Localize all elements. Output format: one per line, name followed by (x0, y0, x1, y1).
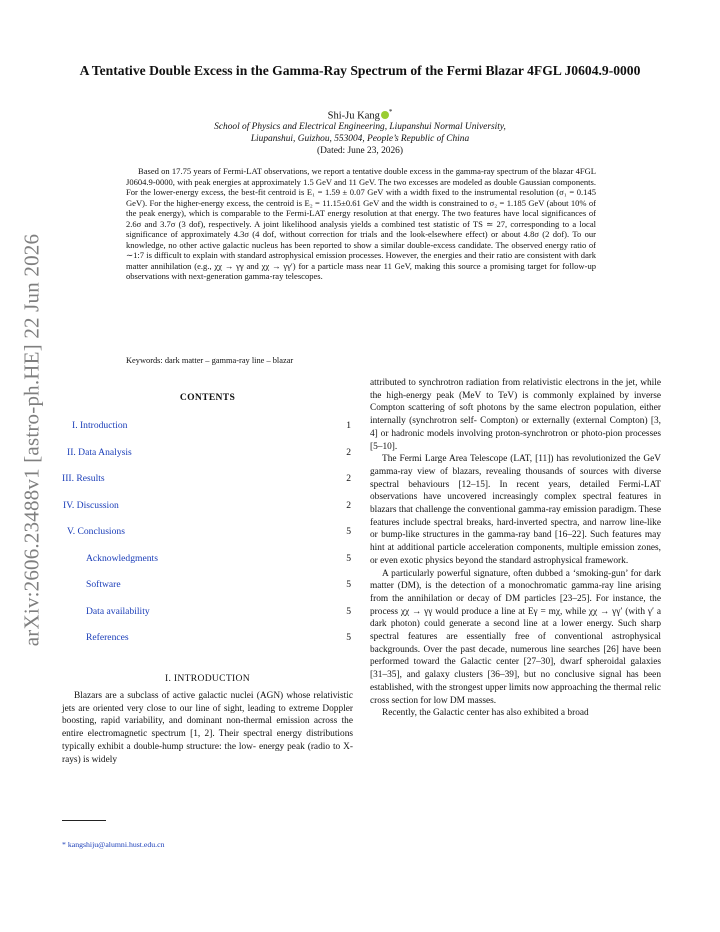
paragraph-galactic-center: Recently, the Galactic center has also exhibited a broad (382, 708, 589, 719)
toc-page-number: 5 (346, 552, 351, 564)
toc-page-number: 5 (346, 605, 351, 617)
toc-link-conclusions[interactable]: V. Conclusions (67, 526, 125, 537)
toc-link-introduction[interactable]: I. Introduction (72, 420, 128, 431)
toc-page-number: 5 (346, 579, 351, 590)
introduction-paragraph: Blazars are a subclass of active galactic nuclei (AGN) whose relativistic jets are oriented very close to our line of sight, leading to extreme Doppler boosting, rapid variability, and dominant non-thermal emission across the entire electromagnetic spectrum [1, 2]. Their spectral energy distributions typically exhibit a double-hump structure: the low- energy peak (radio to X-rays) is widely (62, 691, 353, 765)
toc-link-discussion[interactable]: IV. Discussion (63, 499, 119, 511)
affiliation-line-1: School of Physics and Electrical Engineering, Liupanshui Normal University, (214, 122, 506, 132)
affiliation (70, 122, 650, 145)
author-mark: * (388, 108, 393, 116)
right-column (370, 377, 661, 720)
paper-title: A Tentative Double Excess in the Gamma-Ray Spectrum of the Fermi Blazar 4FGL J0604.9-0000 (79, 63, 641, 78)
footnote-email-link[interactable]: * kangshiju@alumni.hust.edu.cn (62, 840, 165, 849)
toc-page-number: 2 (346, 473, 351, 484)
toc-page-number: 2 (346, 499, 351, 511)
toc-link-acknowledgments[interactable]: Acknowledgments (86, 552, 158, 564)
toc-item[interactable] (62, 447, 353, 474)
toc-item[interactable] (62, 579, 353, 606)
paragraph-dark-matter: A particularly powerful signature, often dubbed a ‘smoking-gun’ for dark matter (DM), is the detection of a monochromatic gamma-ray line arising from the annihilation or decay of DM particles [23–25]. For instance, the process χχ → γγ would produce a line at Eγ = mχ, while χχ → γγ′ (with γ′ a dark photon) could generate a second line at a lower energy. Such sharp spectral features are essentially free of conventional astrophysical backgrounds. Over the past decade, numerous line searches [26] have been performed toward the Galactic center [27–30], dwarf spheroidal galaxies [31–35], and galaxy clusters [36–39], but no conclusive signal has been established, with the strongest upper limits now approaching the thermal relic cross section for low DM masses. (370, 568, 661, 706)
toc-item[interactable] (62, 500, 353, 527)
table-of-contents (62, 420, 353, 659)
orcid-icon[interactable] (381, 111, 389, 119)
date-line: (Dated: June 23, 2026) (317, 146, 403, 156)
arxiv-identifier-text: arXiv:2606.23488v1 [astro-ph.HE] 22 Jun 2026 (19, 233, 44, 647)
toc-item[interactable] (62, 526, 353, 553)
author-name: Shi-Ju Kang (327, 110, 380, 122)
paragraph-continued: attributed to synchrotron radiation from relativistic electrons in the jet, while the high-energy peak (MeV to TeV) is commonly explained by inverse Compton scattering of soft photons by the same electron population, either internally (synchrotron self- Compton) or externally (external Compton) [3, 4] or hadronic models involving proton-synchrotron or photo-pion processes [5–10]. (370, 378, 661, 452)
author-line (70, 108, 650, 122)
introduction-text (62, 690, 353, 766)
toc-page-number: 1 (346, 420, 351, 431)
toc-item[interactable] (62, 473, 353, 500)
abstract (126, 166, 596, 282)
contents-heading: CONTENTS (179, 392, 236, 403)
toc-page-number: 2 (346, 446, 351, 458)
paragraph-fermi-lat: The Fermi Large Area Telescope (LAT, [11]) has revolutionized the GeV gamma-ray view of blazars, revealing thousands of sources with diverse spectral behaviours [12–15]. In recent years, detailed Fermi-LAT observations have uncovered increasingly complex spectral features in blazars that challenge the conventional gamma-ray emission paradigm. These features include spectral breaks, hard-inverted spectra, and narrow line-like or bump-like structures in the gamma-ray band [16–22]. Such features may hint at additional particle acceleration components, multiple emission zones, or even exotic physics beyond the standard astrophysical framework. (370, 454, 661, 566)
toc-link-data-analysis[interactable]: II. Data Analysis (67, 446, 132, 458)
toc-page-number: 5 (346, 526, 351, 537)
footnote-rule (62, 820, 106, 821)
arxiv-identifier[interactable] (18, 160, 46, 720)
toc-link-data-availability[interactable]: Data availability (86, 605, 150, 617)
toc-link-results[interactable]: III. Results (62, 473, 105, 484)
toc-link-references[interactable]: References (86, 632, 129, 643)
keywords: Keywords: dark matter – gamma-ray line – blazar (126, 356, 294, 365)
toc-link-software[interactable]: Software (86, 579, 121, 590)
toc-page-number: 5 (346, 632, 351, 643)
toc-item[interactable] (62, 632, 353, 659)
toc-item[interactable] (62, 606, 353, 633)
toc-item[interactable] (62, 553, 353, 580)
affiliation-line-2: Liupanshui, Guizhou, 553004, People’s Republic of China (250, 133, 470, 144)
abstract-text: Based on 17.75 years of Fermi-LAT observations, we report a tentative double excess in the gamma-ray spectrum of the blazar 4FGL J0604.9-0000, with peak energies at approximately 1.5 GeV and 11 GeV. The two excesses are modeled as double Gaussian components. For the lower-energy excess, the best-fit centroid is E₁ = 1.59 ± 0.07 GeV with a width fixed to the instrumental resolution (σ₁ = 0.145 GeV). For the higher-energy excess, the centroid is E₂ = 11.15±0.61 GeV and the width is constrained to σ₂ = 1.185 GeV (about 10% of the peak energy), which is comparable to the Fermi-LAT energy resolution at that energy. The two features have local significances of 2.6σ and 3.7σ (3 dof), respectively. A joint likelihood analysis yields a combined test statistic of TS ≃ 27, corresponding to a local significance of approximately 4.3σ (4 dof, without correction for trials and the look-elsewhere effect) or about 4.8σ (2 dof). To our knowledge, no other active galactic nucleus has been reported to show a similar double-excess candidate. The observed energy ratio of ∼1:7 is difficult to explain with standard astrophysical emission processes. However, the energies and their ratio are consistent with dark matter annihilation (e.g., χχ → γγ and χχ → γγ′) for a particle mass near 11 GeV, making this source a promising target for follow-up observations with next-generation gamma-ray telescopes. (126, 166, 596, 281)
section-heading-introduction: I. INTRODUCTION (165, 673, 250, 684)
toc-item[interactable] (62, 420, 353, 447)
